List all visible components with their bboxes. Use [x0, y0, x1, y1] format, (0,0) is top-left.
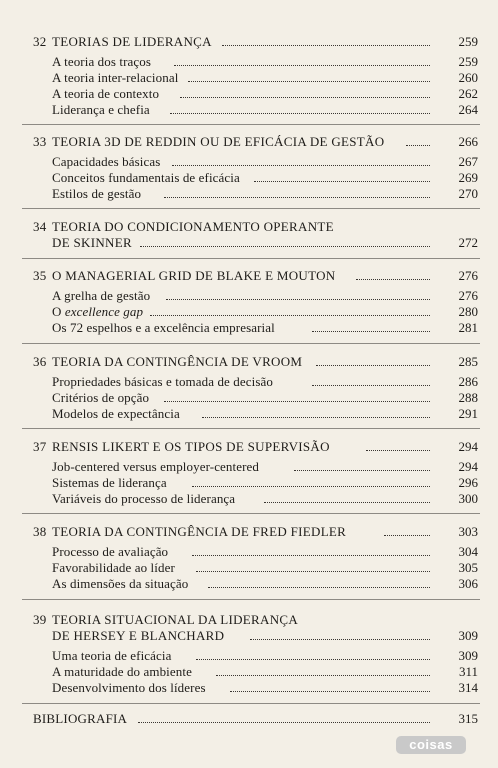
- section-row: [0, 304, 498, 320]
- section-title: Liderança e chefia: [52, 102, 150, 117]
- chapter-number: 34: [33, 219, 47, 234]
- section-title: Os 72 espelhos e a excelência empresarial: [52, 320, 275, 335]
- section-title: [52, 304, 143, 320]
- chapter-title: TEORIA 3D DE REDDIN OU DE EFICÁCIA DE GESTÃO: [52, 134, 385, 149]
- section-title-italic: excellence gap: [64, 304, 144, 319]
- section-page: 286: [458, 374, 478, 389]
- dot-leader: [384, 535, 430, 536]
- section-row: [0, 70, 498, 86]
- section-title: Capacidades básicas: [52, 154, 161, 169]
- section-page: 270: [458, 186, 478, 201]
- chapter-row: [0, 354, 498, 370]
- dot-leader: [208, 587, 430, 588]
- section-row: [0, 170, 498, 186]
- section-page: 260: [458, 70, 478, 85]
- section-title-prefix: O: [52, 304, 65, 319]
- section-page: 281: [458, 320, 478, 335]
- section-row: [0, 390, 498, 406]
- section-row: [0, 475, 498, 491]
- section-row: [0, 154, 498, 170]
- dot-leader: [264, 502, 430, 503]
- section-row: [0, 406, 498, 422]
- section-page: 300: [458, 491, 478, 506]
- dot-leader: [192, 486, 430, 487]
- section-row: [0, 560, 498, 576]
- section-row: [0, 459, 498, 475]
- dot-leader: [254, 181, 430, 182]
- chapter-number: 36: [33, 354, 47, 369]
- section-title: Job-centered versus employer-centered: [52, 459, 260, 474]
- section-page: 304: [458, 544, 478, 559]
- section-page: 288: [458, 390, 478, 405]
- chapter-title: TEORIA SITUACIONAL DA LIDERANÇA: [52, 612, 299, 627]
- section-divider: [22, 124, 480, 125]
- chapter-page: 285: [458, 354, 478, 369]
- section-page: 262: [458, 86, 478, 101]
- chapter-number: 32: [33, 34, 47, 49]
- section-row: [0, 54, 498, 70]
- dot-leader: [406, 145, 430, 146]
- watermark-logo: coisas: [396, 736, 466, 754]
- dot-leader: [188, 81, 430, 82]
- section-page: 269: [458, 170, 478, 185]
- dot-leader: [196, 659, 430, 660]
- chapter-row-continued: [0, 628, 498, 644]
- chapter-row: [0, 524, 498, 540]
- bibliography-page: 315: [458, 711, 478, 726]
- section-title: Estilos de gestão: [52, 186, 142, 201]
- section-title: Conceitos fundamentais de eficácia: [52, 170, 240, 185]
- dot-leader: [192, 555, 430, 556]
- chapter-number: 38: [33, 524, 47, 539]
- section-row: [0, 576, 498, 592]
- section-page: 294: [458, 459, 478, 474]
- dot-leader: [230, 691, 430, 692]
- chapter-title: TEORIA DA CONTINGÊNCIA DE FRED FIEDLER: [52, 524, 347, 539]
- section-row: [0, 648, 498, 664]
- dot-leader: [180, 97, 430, 98]
- section-page: 276: [458, 288, 478, 303]
- section-divider: [22, 513, 480, 514]
- dot-leader: [216, 675, 430, 676]
- section-divider: [22, 599, 480, 600]
- chapter-row: [0, 612, 498, 628]
- chapter-title-line2: DE HERSEY E BLANCHARD: [52, 628, 225, 643]
- dot-leader: [172, 165, 430, 166]
- section-page: 296: [458, 475, 478, 490]
- section-row: [0, 102, 498, 118]
- section-page: 314: [458, 680, 478, 695]
- section-title: Critérios de opção: [52, 390, 150, 405]
- dot-leader: [312, 331, 430, 332]
- dot-leader: [150, 315, 430, 316]
- dot-leader: [294, 470, 430, 471]
- section-title: Favorabilidade ao líder: [52, 560, 175, 575]
- section-divider: [22, 258, 480, 259]
- chapter-row: [0, 439, 498, 455]
- section-page: 306: [458, 576, 478, 591]
- dot-leader: [138, 722, 430, 723]
- dot-leader: [202, 417, 430, 418]
- section-row: [0, 680, 498, 696]
- section-title: As dimensões da situação: [52, 576, 189, 591]
- dot-leader: [356, 279, 430, 280]
- chapter-page: 272: [458, 235, 478, 250]
- chapter-title: TEORIA DO CONDICIONAMENTO OPERANTE: [52, 219, 334, 234]
- chapter-page: 266: [458, 134, 478, 149]
- section-title: Uma teoria de eficácia: [52, 648, 172, 663]
- section-row: [0, 374, 498, 390]
- section-divider: [22, 343, 480, 344]
- section-divider: [22, 208, 480, 209]
- chapter-page: 309: [458, 628, 478, 643]
- chapter-title: RENSIS LIKERT E OS TIPOS DE SUPERVISÃO: [52, 439, 330, 454]
- chapter-title: O MANAGERIAL GRID DE BLAKE E MOUTON: [52, 268, 336, 283]
- section-title: Modelos de expectância: [52, 406, 180, 421]
- section-page: 280: [458, 304, 478, 319]
- section-row: [0, 664, 498, 680]
- section-title: Variáveis do processo de liderança: [52, 491, 236, 506]
- chapter-title-line2: DE SKINNER: [52, 235, 132, 250]
- section-row: [0, 186, 498, 202]
- section-page: 309: [458, 648, 478, 663]
- section-divider: [22, 703, 480, 704]
- bibliography-row: [0, 711, 498, 727]
- section-page: 311: [458, 664, 478, 679]
- dot-leader: [250, 639, 430, 640]
- chapter-page: 294: [458, 439, 478, 454]
- section-title: Sistemas de liderança: [52, 475, 167, 490]
- chapter-page: 276: [458, 268, 478, 283]
- section-title: Desenvolvimento dos líderes: [52, 680, 206, 695]
- dot-leader: [366, 450, 430, 451]
- section-row: [0, 86, 498, 102]
- chapter-number: 37: [33, 439, 47, 454]
- dot-leader: [164, 197, 430, 198]
- section-title: A teoria dos traços: [52, 54, 152, 69]
- chapter-row: [0, 219, 498, 235]
- chapter-title: TEORIA DA CONTINGÊNCIA DE VROOM: [52, 354, 303, 369]
- chapter-row: [0, 134, 498, 150]
- dot-leader: [164, 401, 430, 402]
- chapter-number: 35: [33, 268, 47, 283]
- chapter-page: 259: [458, 34, 478, 49]
- dot-leader: [312, 385, 430, 386]
- bibliography-title: BIBLIOGRAFIA: [33, 711, 128, 726]
- dot-leader: [316, 365, 430, 366]
- chapter-title: TEORIAS DE LIDERANÇA: [52, 34, 212, 49]
- section-page: 264: [458, 102, 478, 117]
- chapter-page: 303: [458, 524, 478, 539]
- dot-leader: [170, 113, 430, 114]
- section-title: Propriedades básicas e tomada de decisão: [52, 374, 273, 389]
- section-title: A grelha de gestão: [52, 288, 151, 303]
- section-title: A teoria de contexto: [52, 86, 160, 101]
- section-row: [0, 491, 498, 507]
- section-title: A teoria inter-relacional: [52, 70, 179, 85]
- chapter-row-continued: [0, 235, 498, 251]
- section-divider: [22, 428, 480, 429]
- section-title: A maturidade do ambiente: [52, 664, 192, 679]
- section-row: [0, 544, 498, 560]
- section-page: 291: [458, 406, 478, 421]
- dot-leader: [166, 299, 430, 300]
- chapter-number: 33: [33, 134, 47, 149]
- section-row: [0, 288, 498, 304]
- section-title: Processo de avaliação: [52, 544, 169, 559]
- chapter-row: [0, 34, 498, 50]
- dot-leader: [174, 65, 430, 66]
- dot-leader: [222, 45, 430, 46]
- section-page: 305: [458, 560, 478, 575]
- section-row: [0, 320, 498, 336]
- chapter-number: 39: [33, 612, 47, 627]
- dot-leader: [140, 246, 430, 247]
- section-page: 267: [458, 154, 478, 169]
- section-page: 259: [458, 54, 478, 69]
- chapter-row: [0, 268, 498, 284]
- dot-leader: [196, 571, 430, 572]
